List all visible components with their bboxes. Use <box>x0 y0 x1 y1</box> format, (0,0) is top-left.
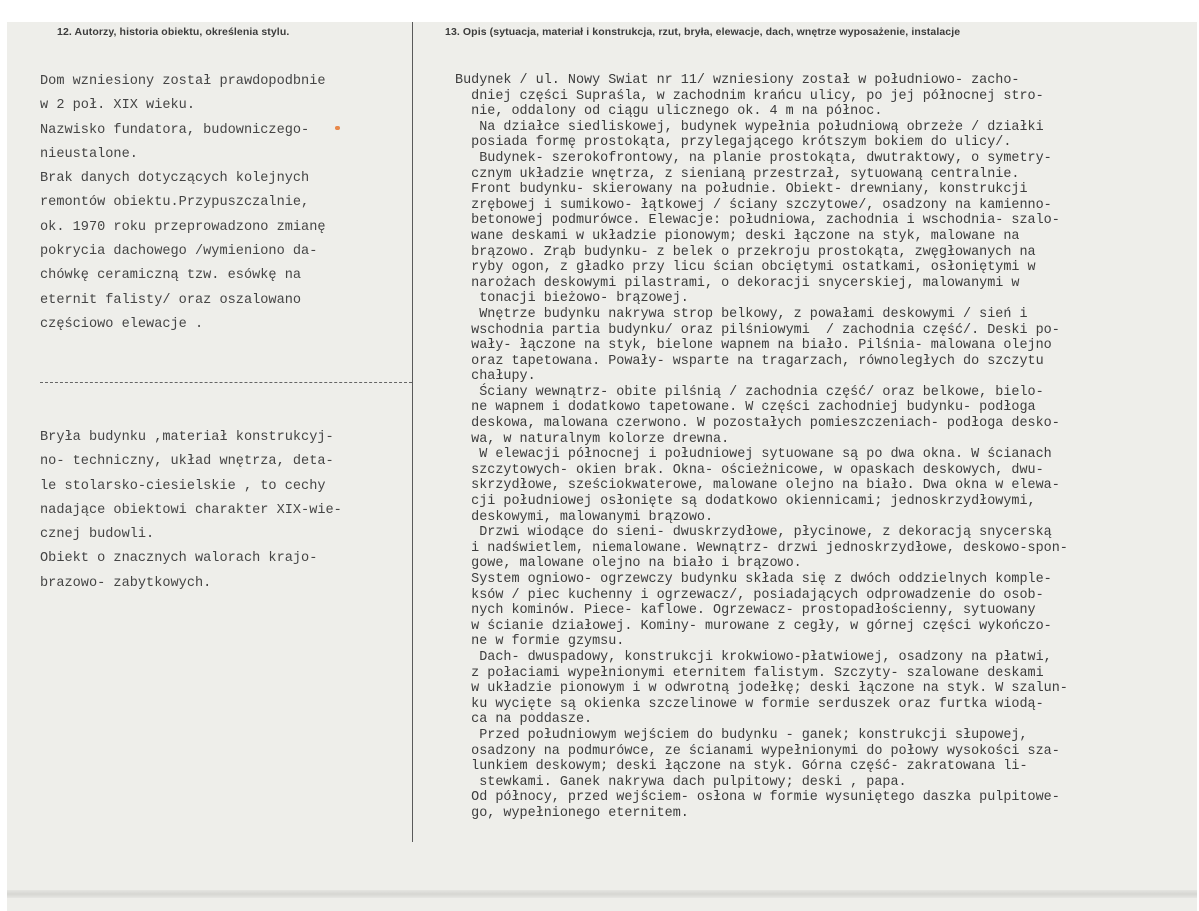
text-line: Front budynku- skierowany na południe. Obiekt- drewniany, konstrukcji <box>455 182 1028 198</box>
text-line: cji południowej osłonięte są dodatkowo okiennicami; jednoskrzydłowymi, <box>455 494 1036 510</box>
text-line: posiada formę prostokąta, przylegającego krótszym bokiem do ulicy/. <box>455 135 1012 151</box>
text-line: Budynek / ul. Nowy Świat nr 11/ wzniesiony został w południowo- zacho- <box>455 73 1020 88</box>
text-line: betonowej podmurówce. Elewacje: południowa, zachodnia i wschodnia- szalo- <box>455 213 1060 229</box>
text-line: Przed południowym wejściem do budynku - ganek; konstrukcji słupowej, <box>455 727 1028 743</box>
text-line: eternit falisty/ oraz oszalowano <box>40 292 302 308</box>
text-line: wa, w naturalnym kolorze drewna. <box>455 431 730 447</box>
text-line: narożach deskowymi pilastrami, o dekoracji snycerskiej, malowanymi w <box>455 275 1020 291</box>
text-line: Drzwi wiodące do sieni- dwuskrzydłowe, płycinowe, z dekoracją snycerską <box>455 525 1052 541</box>
text-line: ne wapnem i dodatkowo tapetowane. W części zachodniej budynku- podłoga <box>455 400 1036 416</box>
left-column-dashed-divider <box>40 382 412 383</box>
section-13-header: 13. Opis (sytuacja, materiał i konstrukcja, rzut, bryła, elewacje, dach, wnętrze wyposażenie, instalacje <box>445 26 961 38</box>
text-line: chałupy. <box>455 369 536 385</box>
text-line: Ściany wewnątrz- obite pilśnią / zachodnia część/ oraz belkowe, bielo- <box>455 384 1044 400</box>
text-line: nadające obiektowi charakter XIX-wie- <box>40 502 342 518</box>
text-line: w układzie pionowym i w odwrotną jodełkę; deski łączone na styk. W szalun- <box>455 681 1068 697</box>
text-line: oraz tapetowana. Powały- wsparte na tragarzach, równoległych do szczytu <box>455 353 1044 369</box>
text-line: gowe, malowane olejno na biało i brązowo. <box>455 556 802 572</box>
text-line: deskowymi, malowanymi brązowo. <box>455 509 714 525</box>
text-line: nie, oddalony od ciągu ulicznego ok. 4 m na północ. <box>455 104 883 120</box>
text-line: nych kominów. Piece- kaflowe. Ogrzewacz- prostopadłościenny, sytuowany <box>455 603 1036 619</box>
text-line: Od północy, przed wejściem- osłona w formie wysuniętego daszka pulpitowe- <box>455 790 1060 806</box>
text-line: i nadświetlem, niemalowane. Wewnątrz- drzwi jednoskrzydłowe, deskowo-spon- <box>455 540 1068 556</box>
text-line: ku wycięte są okienka szczelinowe w formie serduszek oraz furtka wiodą- <box>455 696 1044 712</box>
style-assessment-text <box>40 426 408 596</box>
text-line: deskowa, malowana czerwono. W pozostałych pomieszczeniach- podłoga desko- <box>455 416 1060 432</box>
text-line: w ścianie działowej. Kominy- murowane z cegły, w górnej części wykończo- <box>455 618 1052 634</box>
column-divider <box>412 22 413 842</box>
text-line: Budynek- szerokofrontowy, na planie prostokąta, dwutraktowy, o symetry- <box>455 150 1052 166</box>
text-line: cznym układzie wnętrza, z sienianą przestrzał, sytuowaną centralnie. <box>455 166 1020 182</box>
text-line: nieustalone. <box>40 146 138 162</box>
paper-fold <box>7 890 1197 898</box>
text-line: w 2 poł. XIX wieku. <box>40 98 195 114</box>
text-line: lunkiem deskowym; deski łączone na styk. Górna część- zakratowana li- <box>455 759 1028 775</box>
scan-left-margin <box>0 0 7 911</box>
text-line: wały- łączone na styk, bielone wapnem na biało. Pilśnia- malowana olejno <box>455 338 1052 354</box>
text-line: brązowo. Zrąb budynku- z belek o przekroju prostokąta, zwęgłowanych na <box>455 244 1036 260</box>
text-line: ok. 1970 roku przeprowadzono zmianę <box>40 219 326 235</box>
text-line: Brak danych dotyczących kolejnych <box>40 171 310 187</box>
scan-top-margin <box>0 0 1199 22</box>
text-line: go, wypełnionego eternitem. <box>455 805 689 821</box>
building-description-text <box>455 73 1191 822</box>
text-line: tonacji bieżowo- brązowej. <box>455 291 689 307</box>
text-line: częściowo elewacje . <box>40 316 204 332</box>
text-line: stewkami. Ganek nakrywa dach pulpitowy; deski , papa. <box>455 774 907 790</box>
text-line: skrzydłowe, sześciokwaterowe, malowane olejno na biało. Dwa okna w elewa- <box>455 478 1060 494</box>
text-line: cznej budowli. <box>40 527 155 543</box>
text-line: ksów / piec kuchenny i ogrzewacz/, posiadających odprowadzenie do osob- <box>455 587 1044 603</box>
text-line: le stolarsko-ciesielskie , to cechy <box>40 478 326 494</box>
text-line: pokrycia dachowego /wymieniono da- <box>40 244 318 260</box>
text-line: chówkę ceramiczną tzw. esówkę na <box>40 268 302 284</box>
text-line: Na działce siedliskowej, budynek wypełnia południową obrzeże / działki <box>455 119 1044 135</box>
text-line: osadzony na podmurówce, ze ścianami wypełnionymi do połowy wysokości sza- <box>455 743 1060 759</box>
text-line: brazowo- zabytkowych. <box>40 575 212 591</box>
text-line: Wnętrze budynku nakrywa strop belkowy, z powałami deskowymi / sień i <box>455 306 1028 322</box>
text-line: W elewacji północnej i południowej sytuowane są po dwa okna. W ścianach <box>455 447 1052 463</box>
text-line: ne w formie gzymsu. <box>455 634 625 650</box>
authors-history-text <box>40 70 408 337</box>
text-line: Dach- dwuspadowy, konstrukcji krokwiowo-płatwiowej, osadzony na płatwi, <box>455 649 1052 665</box>
text-line: Obiekt o znacznych walorach krajo- <box>40 551 318 567</box>
text-line: zrębowej i sumikowo- łątkowej / ściany szczytowe/, osadzony na kamienno- <box>455 197 1052 213</box>
text-line: szczytowych- okien brak. Okna- ościeżnicowe, w opaskach deskowych, dwu- <box>455 462 1044 478</box>
text-line: remontów obiektu.Przypuszczalnie, <box>40 195 310 211</box>
text-line: Nazwisko fundatora, budowniczego- <box>40 122 310 138</box>
text-line: Dom wzniesiony został prawdopodbnie <box>40 74 326 89</box>
text-line: Bryła budynku ,materiał konstrukcyj- <box>40 430 334 445</box>
text-line: ryby ogon, z gładko przy licu ścian obciętymi ostatkami, osłoniętymi w <box>455 260 1036 276</box>
text-line: wschodnia partia budynku/ oraz pilśniowymi / zachodnia część/. Deski po- <box>455 322 1060 338</box>
text-line: z połaciami wypełnionymi eternitem falistym. Szczyty- szalowane deskami <box>455 665 1044 681</box>
text-line: wane deskami w układzie pionowym; deski łączone na styk, malowane na <box>455 228 1020 244</box>
section-12-header: 12. Autorzy, historia obiektu, określenia stylu. <box>57 26 290 38</box>
text-line: dniej części Supraśla, w zachodnim krańcu ulicy, po jej północnej stro- <box>455 88 1044 104</box>
text-line: ca na poddasze. <box>455 712 593 728</box>
text-line: no- techniczny, układ wnętrza, deta- <box>40 454 334 470</box>
text-line: System ogniowo- ogrzewczy budynku składa się z dwóch oddzielnych komple- <box>455 572 1052 587</box>
